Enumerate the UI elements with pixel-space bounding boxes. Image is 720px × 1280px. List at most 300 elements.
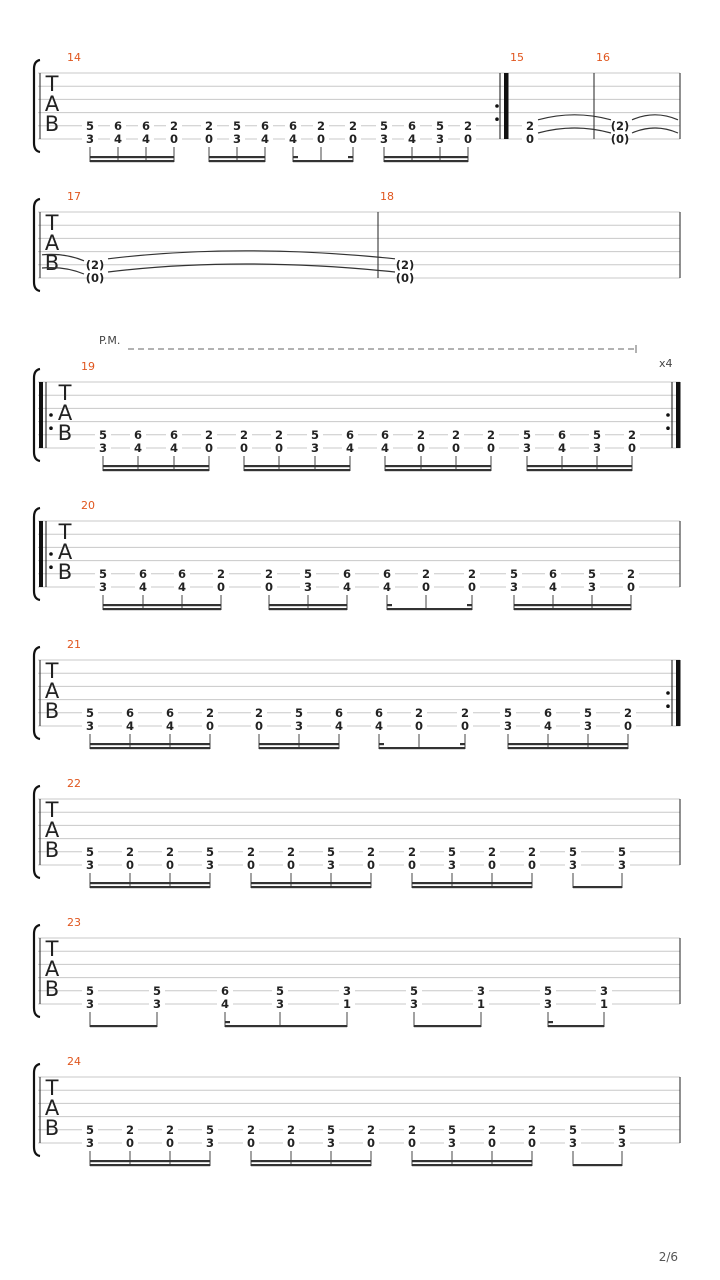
beam-partial [460, 743, 465, 745]
fret-number: 0 [125, 858, 135, 872]
beat-group [611, 119, 630, 147]
repeat-dot [495, 117, 499, 121]
beat-group [261, 567, 355, 610]
fret-number: 0 [467, 580, 477, 594]
fret-number: 5 [85, 705, 95, 720]
tie [632, 128, 678, 133]
tab-system [34, 334, 681, 471]
beam-partial [293, 156, 298, 158]
fret-number: 5 [326, 844, 336, 859]
measure-number: 23 [67, 916, 81, 929]
system-bracket [34, 1064, 40, 1156]
tab-system [34, 638, 681, 749]
fret-number: 0 [487, 858, 497, 872]
fret-number: 2 [525, 118, 535, 133]
tab-system [34, 916, 680, 1027]
beam [251, 882, 371, 884]
fret-number: 0 [125, 1136, 135, 1150]
fret-number: 3 [543, 997, 553, 1011]
fret-number: 3 [583, 719, 593, 733]
measure [510, 51, 594, 147]
fret-number: 0 [165, 858, 175, 872]
fret-number: 0 [348, 132, 358, 146]
fret-number: 4 [345, 441, 355, 455]
measure-number: 21 [67, 638, 81, 651]
fret-number: 3 [294, 719, 304, 733]
fret-number: 3 [98, 580, 108, 594]
fret-number: 0 [626, 580, 636, 594]
repeat-dot [49, 426, 53, 430]
fret-number: 5 [98, 566, 108, 581]
page-number: 2/6 [658, 1250, 678, 1264]
fret-number: 6 [548, 566, 558, 581]
fret-number: 4 [138, 580, 148, 594]
fret-number: 2 [527, 1122, 537, 1137]
measure [380, 190, 680, 286]
beam [251, 1160, 371, 1162]
tab-clef-letter: A [44, 231, 60, 255]
fret-number: 5 [379, 118, 389, 133]
fret-number: 6 [334, 705, 344, 720]
fret-number: 0 [407, 1136, 417, 1150]
beam [385, 469, 491, 471]
fret-number: (2) [85, 257, 105, 272]
beat-group [371, 706, 473, 749]
fret-number: 5 [85, 983, 95, 998]
fret-number: 0 [460, 719, 470, 733]
tab-clef-letter: B [44, 1116, 60, 1140]
repeat-dot [666, 413, 670, 417]
beat-group [396, 258, 415, 286]
beam [103, 469, 209, 471]
fret-number: 0 [416, 441, 426, 455]
fret-number: 5 [592, 427, 602, 442]
fret-number: 2 [527, 844, 537, 859]
fret-number: 3 [85, 997, 95, 1011]
beam [269, 608, 347, 610]
fret-number: 2 [487, 844, 497, 859]
fret-number: 5 [509, 566, 519, 581]
measure-number: 16 [596, 51, 610, 64]
tab-clef-letter: A [44, 679, 60, 703]
fret-number: 3 [152, 997, 162, 1011]
system-bracket [34, 647, 40, 739]
tab-clef-letter: A [44, 957, 60, 981]
fret-number: 2 [165, 844, 175, 859]
fret-number: 3 [85, 719, 95, 733]
fret-number: 2 [627, 427, 637, 442]
fret-number: 6 [380, 427, 390, 442]
fret-number: 0 [623, 719, 633, 733]
fret-number: 5 [568, 844, 578, 859]
repeat-dot [666, 426, 670, 430]
measure-number: 19 [81, 360, 95, 373]
fret-number: 3 [592, 441, 602, 455]
fret-number: 2 [216, 566, 226, 581]
fret-number: 2 [623, 705, 633, 720]
beam [90, 882, 210, 884]
system-bracket [34, 786, 40, 878]
measure-number: 15 [510, 51, 524, 64]
measure-number: 22 [67, 777, 81, 790]
fret-number: 5 [85, 844, 95, 859]
fret-number: 0 [165, 1136, 175, 1150]
fret-number: 5 [447, 1122, 457, 1137]
beam [90, 1164, 210, 1166]
fret-number: 0 [463, 132, 473, 146]
measure-number: 17 [67, 190, 81, 203]
repeat-end-thick-bar [504, 73, 509, 139]
fret-number: 2 [274, 427, 284, 442]
beam [244, 465, 350, 467]
fret-number: 3 [587, 580, 597, 594]
beam [251, 1164, 371, 1166]
beam [209, 160, 265, 162]
measure [67, 916, 680, 1027]
fret-number: 0 [451, 441, 461, 455]
fret-number: 4 [543, 719, 553, 733]
beam [103, 604, 221, 606]
fret-number: 2 [239, 427, 249, 442]
fret-number: 3 [275, 997, 285, 1011]
fret-number: 5 [568, 1122, 578, 1137]
fret-number: 5 [85, 1122, 95, 1137]
fret-number: 2 [254, 705, 264, 720]
fret-number: 3 [509, 580, 519, 594]
beam [90, 1025, 157, 1027]
fret-number: 0 [246, 1136, 256, 1150]
fret-number: 4 [342, 580, 352, 594]
fret-number: 4 [125, 719, 135, 733]
fret-number: 4 [177, 580, 187, 594]
fret-number: 3 [85, 132, 95, 146]
beam [209, 156, 265, 158]
fret-number: 6 [342, 566, 352, 581]
fret-number: 6 [260, 118, 270, 133]
fret-number: 5 [205, 844, 215, 859]
beat-group [251, 706, 347, 749]
beam [225, 1025, 347, 1027]
fret-number: 4 [260, 132, 270, 146]
fret-number: 0 [286, 1136, 296, 1150]
fret-number: 1 [599, 997, 609, 1011]
fret-number: 2 [205, 705, 215, 720]
beam [412, 882, 532, 884]
fret-number: 2 [316, 118, 326, 133]
beam [412, 1164, 532, 1166]
fret-number: 3 [379, 132, 389, 146]
fret-number: 3 [522, 441, 532, 455]
fret-number: 6 [125, 705, 135, 720]
fret-number: 2 [246, 844, 256, 859]
measure [67, 51, 508, 162]
fret-number: 3 [326, 1136, 336, 1150]
repeat-dot [49, 552, 53, 556]
beam [527, 469, 632, 471]
fret-number: 6 [220, 983, 230, 998]
fret-number: 0 [286, 858, 296, 872]
fret-number: 2 [407, 844, 417, 859]
beam [573, 1164, 622, 1166]
beat-group [201, 119, 273, 162]
fret-number: 2 [460, 705, 470, 720]
beam [573, 886, 622, 888]
beam [90, 747, 210, 749]
beat-group [522, 119, 538, 147]
tab-clef-letter: T [45, 1076, 59, 1100]
fret-number: 6 [165, 705, 175, 720]
fret-number: 2 [204, 427, 214, 442]
fret-number: 5 [617, 1122, 627, 1137]
fret-number: 4 [288, 132, 298, 146]
fret-number: 5 [587, 566, 597, 581]
beam [379, 747, 465, 749]
fret-number: 0 [205, 719, 215, 733]
tab-clef-letter: T [45, 659, 59, 683]
beam-partial [467, 604, 472, 606]
fret-number: 3 [85, 1136, 95, 1150]
beam-partial [225, 1021, 230, 1023]
fret-number: (0) [85, 271, 105, 285]
beam [259, 747, 339, 749]
repeat-dot [495, 104, 499, 108]
beam [90, 160, 174, 162]
fret-number: 0 [527, 858, 537, 872]
beam-partial [348, 156, 353, 158]
fret-number: 0 [366, 1136, 376, 1150]
fret-number: 3 [342, 983, 352, 998]
fret-number: 2 [421, 566, 431, 581]
fret-number: 2 [169, 118, 179, 133]
fret-number: 3 [310, 441, 320, 455]
fret-number: 2 [165, 1122, 175, 1137]
beam [90, 1160, 210, 1162]
beam [90, 886, 210, 888]
fret-number: (0) [395, 271, 415, 285]
beat-group [379, 567, 480, 610]
fret-number: 6 [133, 427, 143, 442]
fret-number: 2 [286, 844, 296, 859]
fret-number: 0 [407, 858, 417, 872]
fret-number: 5 [583, 705, 593, 720]
beam [384, 160, 468, 162]
fret-number: 3 [503, 719, 513, 733]
measure-number: 18 [380, 190, 394, 203]
fret-number: 3 [205, 1136, 215, 1150]
beam [259, 743, 339, 745]
tab-clef-letter: A [44, 92, 60, 116]
fret-number: 0 [254, 719, 264, 733]
tab-clef-letter: T [45, 798, 59, 822]
beam [514, 608, 631, 610]
fret-number: 4 [374, 719, 384, 733]
fret-number: 4 [220, 997, 230, 1011]
repeat-start-thick-bar [39, 382, 43, 448]
tab-clef-letter: A [44, 818, 60, 842]
fret-number: 0 [316, 132, 326, 146]
fret-number: 3 [568, 1136, 578, 1150]
fret-number: 0 [366, 858, 376, 872]
beam [514, 604, 631, 606]
tab-clef-letter: A [57, 540, 73, 564]
fret-number: 5 [232, 118, 242, 133]
beam [414, 1025, 481, 1027]
fret-number: 3 [303, 580, 313, 594]
fret-number: 3 [447, 858, 457, 872]
fret-number: 2 [463, 118, 473, 133]
fret-number: 6 [169, 427, 179, 442]
beam [269, 604, 347, 606]
beam-partial [548, 1021, 553, 1023]
fret-number: 2 [467, 566, 477, 581]
measure [67, 638, 680, 749]
fret-number: 3 [617, 1136, 627, 1150]
tab-system [34, 499, 680, 610]
tab-clef-letter: T [45, 211, 59, 235]
fret-number: 2 [366, 844, 376, 859]
fret-number: 5 [503, 705, 513, 720]
fret-number: 2 [125, 1122, 135, 1137]
beam [508, 743, 628, 745]
fret-number: 2 [286, 1122, 296, 1137]
tie [538, 115, 611, 120]
fret-number: 5 [522, 427, 532, 442]
fret-number: 2 [486, 427, 496, 442]
beam [244, 469, 350, 471]
fret-number: 0 [525, 132, 535, 146]
beam-partial [379, 743, 384, 745]
fret-number: 0 [204, 441, 214, 455]
fret-number: (0) [610, 132, 630, 146]
system-bracket [34, 925, 40, 1017]
tab-clef-letter: T [45, 937, 59, 961]
tab-clef-letter: B [44, 977, 60, 1001]
fret-number: 4 [407, 132, 417, 146]
fret-number: 5 [617, 844, 627, 859]
fret-number: 5 [152, 983, 162, 998]
beat-group [285, 119, 361, 162]
fret-number: 2 [487, 1122, 497, 1137]
beam [103, 608, 221, 610]
fret-number: 3 [447, 1136, 457, 1150]
fret-number: 2 [264, 566, 274, 581]
beat-group [86, 258, 105, 286]
fret-number: 6 [374, 705, 384, 720]
fret-number: 4 [141, 132, 151, 146]
fret-number: 5 [275, 983, 285, 998]
tie [632, 115, 678, 120]
fret-number: 0 [264, 580, 274, 594]
fret-number: 3 [232, 132, 242, 146]
tab-clef-letter: T [58, 520, 72, 544]
tie [538, 128, 611, 133]
fret-number: 0 [204, 132, 214, 146]
fret-number: 4 [548, 580, 558, 594]
fret-number: 3 [617, 858, 627, 872]
fret-number: 6 [113, 118, 123, 133]
fret-number: (2) [395, 257, 415, 272]
fret-number: 2 [416, 427, 426, 442]
fret-number: 2 [407, 1122, 417, 1137]
fret-number: 4 [380, 441, 390, 455]
tab-clef-letter: A [57, 401, 73, 425]
beam [90, 743, 210, 745]
repeat-end-thick-bar [676, 382, 681, 448]
repeat-dot [666, 704, 670, 708]
fret-number: 1 [476, 997, 486, 1011]
fret-number: 4 [169, 441, 179, 455]
fret-number: 3 [409, 997, 419, 1011]
fret-number: 0 [246, 858, 256, 872]
fret-number: 3 [326, 858, 336, 872]
tab-clef-letter: B [44, 251, 60, 275]
tab-system [34, 777, 680, 888]
beam [412, 1160, 532, 1162]
measure [67, 1055, 680, 1166]
fret-number: 0 [239, 441, 249, 455]
beam [293, 160, 353, 162]
fret-number: 0 [486, 441, 496, 455]
beam [412, 886, 532, 888]
beam [508, 747, 628, 749]
fret-number: 5 [303, 566, 313, 581]
beam [103, 465, 209, 467]
measure [81, 499, 680, 610]
fret-number: 0 [627, 441, 637, 455]
system-bracket [34, 60, 40, 152]
repeat-end-thick-bar [676, 660, 681, 726]
fret-number: 6 [177, 566, 187, 581]
fret-number: 5 [294, 705, 304, 720]
fret-number: 2 [414, 705, 424, 720]
repeat-dot [49, 565, 53, 569]
repeat-count-label: x4 [659, 357, 673, 370]
fret-number: 6 [138, 566, 148, 581]
fret-number: 2 [348, 118, 358, 133]
measure-number: 14 [67, 51, 81, 64]
tab-clef-letter: B [44, 699, 60, 723]
fret-number: 0 [527, 1136, 537, 1150]
fret-number: 5 [447, 844, 457, 859]
fret-number: 0 [274, 441, 284, 455]
fret-number: 5 [435, 118, 445, 133]
beam [387, 608, 472, 610]
fret-number: 3 [205, 858, 215, 872]
fret-number: 2 [451, 427, 461, 442]
fret-number: 0 [487, 1136, 497, 1150]
beam [385, 465, 491, 467]
measure-number: 24 [67, 1055, 81, 1068]
repeat-dot [666, 691, 670, 695]
system-bracket [34, 199, 40, 291]
fret-number: 5 [326, 1122, 336, 1137]
tab-clef-letter: T [58, 381, 72, 405]
tab-clef-letter: T [45, 72, 59, 96]
tab-clef-letter: B [57, 560, 73, 584]
fret-number: 2 [204, 118, 214, 133]
fret-number: 4 [557, 441, 567, 455]
tab-clef-letter: B [44, 838, 60, 862]
fret-number: 0 [414, 719, 424, 733]
fret-number: (2) [610, 118, 630, 133]
fret-number: 4 [334, 719, 344, 733]
fret-number: 3 [476, 983, 486, 998]
beam [548, 1025, 604, 1027]
tab-system [34, 190, 680, 291]
fret-number: 5 [98, 427, 108, 442]
tab-clef-letter: B [57, 421, 73, 445]
fret-number: 6 [288, 118, 298, 133]
